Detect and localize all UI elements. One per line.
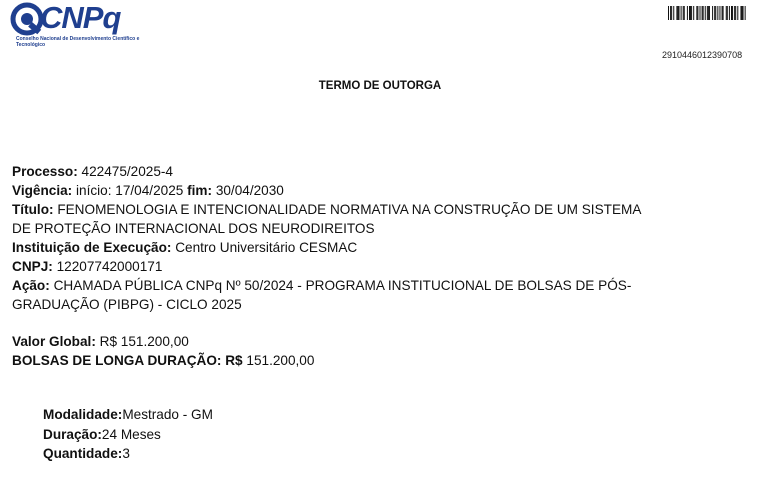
barcode-bar xyxy=(690,6,691,20)
quantidade-line xyxy=(43,444,213,464)
bolsas-line xyxy=(12,351,752,370)
barcode-bar xyxy=(696,6,697,20)
cnpq-logo xyxy=(10,2,140,52)
bolsas-label: BOLSAS DE LONGA DURAÇÃO: R$ xyxy=(12,353,243,368)
instituicao-label: Instituição de Execução: xyxy=(12,240,172,255)
barcode-bar xyxy=(707,6,708,20)
barcode-bar xyxy=(719,6,720,20)
barcode-bar xyxy=(708,6,709,20)
barcode-bar xyxy=(717,6,718,20)
barcode-bar xyxy=(743,6,744,20)
duracao-line xyxy=(43,425,213,445)
barcode-bar xyxy=(742,6,743,20)
modalidade-line xyxy=(43,405,213,425)
document-title: TERMO DE OUTORGA xyxy=(318,80,442,92)
titulo-label: Título: xyxy=(12,202,54,217)
barcode-bar xyxy=(679,6,680,20)
duracao-value: 24 Meses xyxy=(101,426,161,442)
barcode-bar xyxy=(700,6,701,20)
barcode-bar xyxy=(683,6,684,20)
processo-value: 422475/2025-4 xyxy=(81,164,173,179)
barcode-bar xyxy=(687,6,688,20)
barcode-bar xyxy=(731,6,732,20)
inicio-label: início: xyxy=(75,183,112,198)
instituicao-line xyxy=(12,238,752,257)
inicio-value: 17/04/2025 xyxy=(115,183,184,198)
barcode-bar xyxy=(697,6,698,20)
titulo-value: FENOMENOLOGIA E INTENCIONALIDADE NORMATIVA NA CONSTRUÇÃO DE UM SISTEMA xyxy=(57,202,642,217)
processo-line xyxy=(12,162,752,181)
barcode-bar xyxy=(735,6,736,20)
cnpj-value: 12207742000171 xyxy=(56,259,163,274)
quantidade-label: Quantidade: xyxy=(43,446,123,461)
barcode-bar xyxy=(715,6,716,20)
barcode-bar xyxy=(673,6,674,20)
bolsas-value: 151.200,00 xyxy=(246,353,315,368)
fim-label: fim: xyxy=(187,183,213,198)
document-body xyxy=(12,162,752,370)
barcode-bar xyxy=(726,6,727,20)
acao-line xyxy=(12,276,752,295)
barcode-bar xyxy=(689,6,690,20)
barcode-bar xyxy=(722,6,723,20)
barcode-number: 2910446012390708 xyxy=(662,50,743,60)
modalidade-label: Modalidade: xyxy=(43,407,123,422)
barcode-bar xyxy=(745,6,746,20)
barcode-bar xyxy=(732,6,733,20)
vigencia-line xyxy=(12,181,752,200)
barcode-bar xyxy=(691,6,692,20)
barcode-bar xyxy=(684,6,685,20)
barcode-bar xyxy=(740,6,741,20)
barcode-bar xyxy=(727,6,728,20)
vigencia-label: Vigência: xyxy=(12,183,73,198)
acao-line-cont xyxy=(12,295,752,314)
acao-label: Ação: xyxy=(12,278,50,293)
barcode-bar xyxy=(737,6,738,20)
valor-value: R$ 151.200,00 xyxy=(99,334,189,349)
acao-value: CHAMADA PÚBLICA CNPq Nº 50/2024 - PROGRAMA INSTITUCIONAL DE BOLSAS DE PÓS- xyxy=(53,278,632,293)
modalidade-value: Mestrado - GM xyxy=(122,407,213,422)
acao-value-cont: GRADUAÇÃO (PIBPG) - CICLO 2025 xyxy=(12,297,242,312)
barcode-bar xyxy=(676,6,677,20)
barcode-bar xyxy=(671,6,672,20)
barcode-bar xyxy=(714,6,715,20)
barcode-bar xyxy=(668,6,669,20)
bolsa-details xyxy=(43,405,213,464)
logo-subtitle: Conselho Nacional de Desenvolvimento Científico e Tecnológico xyxy=(16,36,140,48)
barcode-bar xyxy=(705,6,706,20)
barcode xyxy=(668,6,748,20)
barcode-bar xyxy=(693,6,694,20)
barcode-bar xyxy=(702,6,703,20)
titulo-value-cont: DE PROTEÇÃO INTERNACIONAL DOS NEURODIREITOS xyxy=(12,221,375,236)
barcode-bar xyxy=(712,6,713,20)
titulo-line-cont xyxy=(12,219,752,238)
valor-line xyxy=(12,332,752,351)
barcode-bar xyxy=(677,6,678,20)
duracao-label: Duração: xyxy=(43,426,102,442)
fim-value: 30/04/2030 xyxy=(215,183,284,198)
barcode-bar xyxy=(670,6,671,20)
cnpj-label: CNPJ: xyxy=(12,259,53,274)
logo-text: CNPq xyxy=(40,0,121,35)
barcode-bar xyxy=(723,6,724,20)
barcode-bar xyxy=(709,6,710,20)
barcode-bar xyxy=(734,6,735,20)
quantidade-value: 3 xyxy=(122,446,130,461)
valor-label: Valor Global: xyxy=(12,334,96,349)
barcode-bar xyxy=(703,6,704,20)
barcode-bar xyxy=(681,6,682,20)
spacer xyxy=(12,314,752,332)
barcode-bar xyxy=(729,6,730,20)
processo-label: Processo: xyxy=(12,164,78,179)
titulo-line xyxy=(12,200,752,219)
instituicao-value: Centro Universitário CESMAC xyxy=(175,240,358,255)
cnpj-line xyxy=(12,257,752,276)
